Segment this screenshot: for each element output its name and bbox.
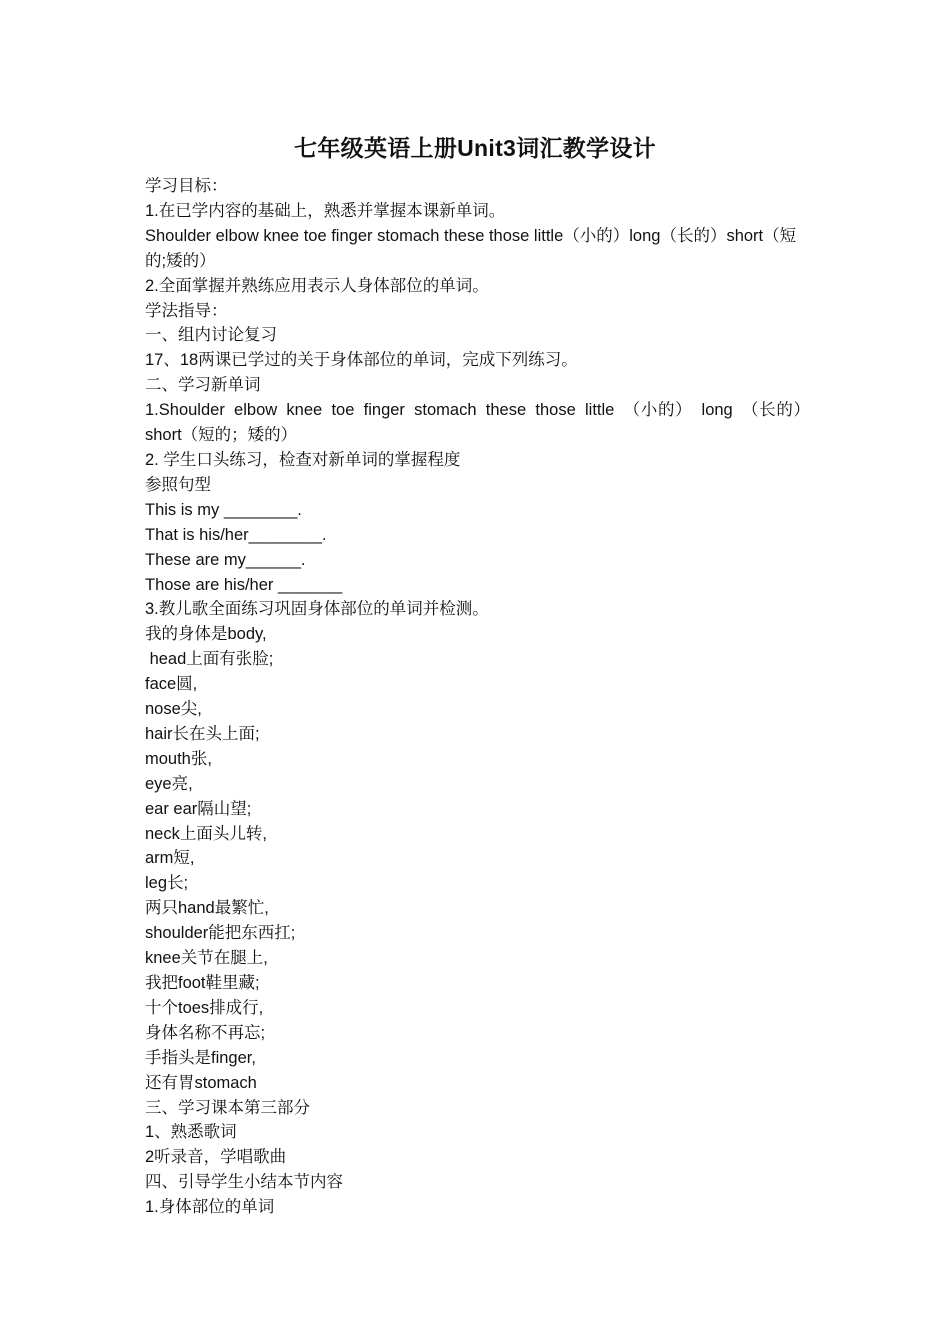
sentence-pattern: Those are his/her _______ [145,575,343,594]
rhyme-line: shoulder能把东西扛; [145,924,296,943]
sentence-pattern: That is his/her________. [145,525,327,544]
rhyme-line: nose尖, [145,700,202,719]
document-body [145,174,810,1220]
rhyme-line: arm短, [145,849,195,868]
step-1-heading: 一、组内讨论复习 [145,326,277,345]
objective-2: 2.全面掌握并熟练应用表示人身体部位的单词。 [145,276,489,295]
step-3-heading: 三、学习课本第三部分 [145,1098,310,1117]
step-1-text: 17、18两课已学过的关于身体部位的单词，完成下列练习。 [145,351,578,370]
new-words-list: 1.Shoulder elbow knee toe finger stomach these those little （小的） long （长的）short（短的；矮的） [145,401,810,445]
rhyme-line: 十个toes排成行, [145,998,264,1017]
oral-practice: 2. 学生口头练习，检查对新单词的掌握程度 [145,450,461,469]
rhyme-line: 我的身体是body, [145,625,267,644]
rhyme-line: 两只hand最繁忙, [145,899,269,918]
step-3-item-1: 1、熟悉歌词 [145,1123,237,1142]
rhyme-line: neck上面头儿转, [145,824,267,843]
step-4-heading: 四、引导学生小结本节内容 [145,1173,343,1192]
rhyme-line: ear ear隔山望; [145,799,252,818]
rhyme-line: 手指头是finger, [145,1048,256,1067]
step-4-item-1: 1.身体部位的单词 [145,1198,275,1217]
document-title: 七年级英语上册Unit3词汇教学设计 [294,135,656,161]
section-heading-objectives: 学习目标： [145,177,228,195]
rhyme-heading: 3.教儿歌全面练习巩固身体部位的单词并检测。 [145,600,489,619]
sentence-pattern: These are my______. [145,550,306,569]
rhyme-line: eye亮, [145,774,193,793]
step-2-heading: 二、学习新单词 [145,376,261,395]
section-heading-method: 学法指导： [145,301,228,320]
objective-1: 1.在已学内容的基础上，熟悉并掌握本课新单词。 [145,201,506,220]
vocabulary-list: Shoulder elbow knee toe finger stomach these those little（小的）long（长的）short（短的;矮的） [145,226,797,270]
rhyme-line: knee关节在腿上, [145,949,268,968]
sentence-patterns-heading: 参照句型 [145,475,211,494]
rhyme-line: 我把foot鞋里藏; [145,974,260,992]
rhyme-line: leg长; [145,874,189,893]
rhyme-line: mouth张, [145,749,212,768]
rhyme-line: hair长在头上面; [145,724,260,743]
rhyme-line: face圆, [145,675,198,694]
rhyme-line: 身体名称不再忘; [145,1023,266,1042]
sentence-pattern: This is my ________. [145,500,302,519]
step-3-item-2: 2听录音，学唱歌曲 [145,1148,287,1167]
rhyme-line: 还有胃stomach [145,1073,257,1092]
rhyme-line: head上面有张脸; [145,650,274,669]
